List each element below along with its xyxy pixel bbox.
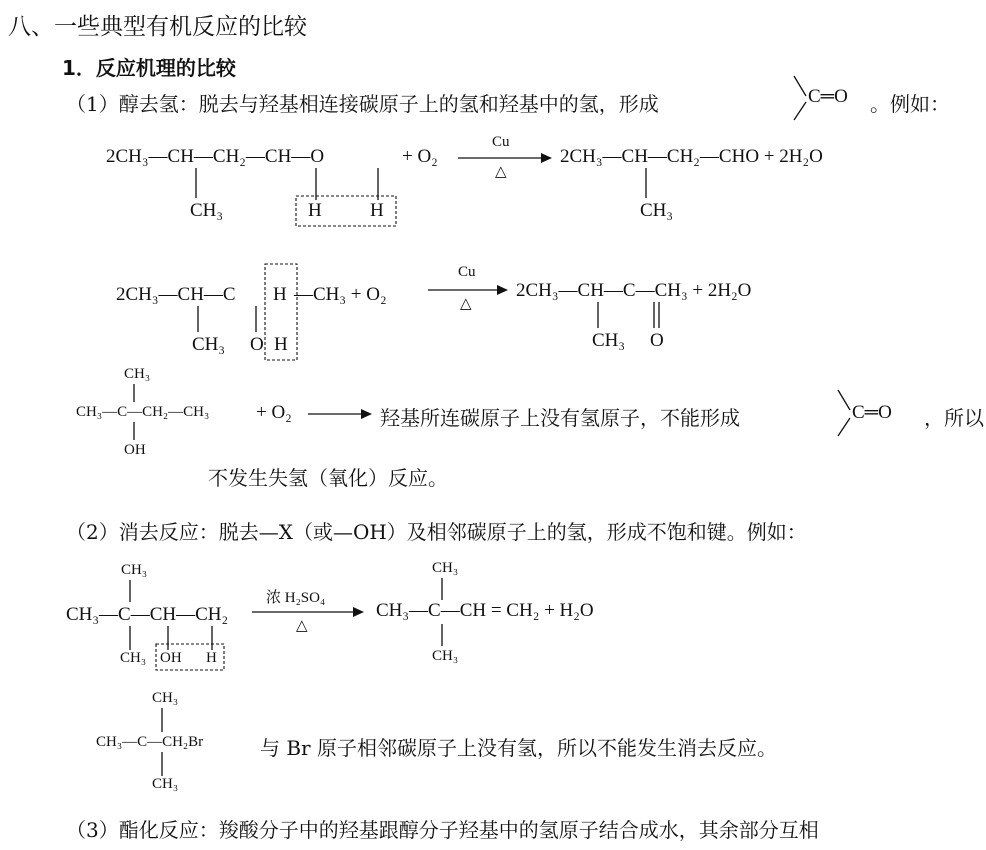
eq3-main: CH₃—C—CH₂—CH₃ [76,404,210,420]
p2-eq-box [156,644,224,670]
eq3-bottom: OH [124,442,146,458]
p2-intro: （2）消去反应：脱去—X（或—OH）及相邻碳原子上的氢，形成不饱和键。例如： [66,520,807,544]
eq2-reactant: 2CH₃—CH—C [116,284,236,305]
eq1-h2: H [370,200,384,221]
p2-eq2-bottom: CH₃ [152,776,179,792]
p1-carbonyl: C═O [808,86,848,107]
eq3-note-end: ，所以 [924,406,984,430]
eq3-note: 羟基所连碳原子上没有氢原子，不能形成 [380,406,740,430]
eq2-product-o: O [650,330,664,351]
p3-intro: （3）酯化反应：羧酸分子中的羟基跟醇分子羟基中的氢原子结合成水，其余部分互相 [66,818,819,842]
carbonyl-bond-down [794,102,806,120]
carbonyl-bond-up [794,76,806,96]
p1-intro: （1）醇去氢：脱去与羟基相连接碳原子上的氢和羟基中的氢，形成 [66,92,659,116]
eq1-arrowhead [541,153,552,163]
eq1-product: 2CH₃—CH—CH₂—CHO + 2H₂O [560,146,823,167]
eq3-carbonyl: C═O [852,402,892,423]
eq1-reactant: 2CH₃—CH—CH₂—CH—O [106,146,325,167]
eq3-top: CH₃ [124,366,151,382]
p2-eq-h: H [206,650,217,666]
p2-eq-cond-top: 浓 H₂SO₄ [266,590,326,606]
eq3-plus-o2: + O₂ [256,402,292,423]
p2-eq2-main: CH₃—C—CH₂Br [96,734,204,750]
p2-eq-arrowhead [353,607,364,617]
eq3-arrowhead [361,409,372,419]
eq2-arrowhead [497,285,508,295]
eq2-product-branch: CH₃ [592,330,626,351]
eq2-h-box-rect [265,264,297,360]
p2-eq2-top: CH₃ [152,690,179,706]
p2-eq-top: CH₃ [121,562,148,578]
eq2-h: H [274,334,288,355]
eq2-o: O [250,334,264,355]
p2-eq2-note: 与 Br 原子相邻碳原子上没有氢，所以不能发生消去反应。 [260,736,777,760]
eq1-h1: H [308,200,322,221]
eq2-tail: —CH₃ + O₂ [294,284,387,305]
section-title: 八、一些典型有机反应的比较 [8,14,307,40]
p2-eq-cond-bottom: △ [296,618,308,634]
eq2-cond-bottom: △ [460,296,472,312]
eq2-cond-top: Cu [458,264,476,280]
eq1-product-branch: CH₃ [640,200,674,221]
eq1-cond-bottom: △ [495,164,507,180]
p2-product-top: CH₃ [432,560,459,576]
eq3-carbonyl-bond-up [838,390,850,410]
eq1-branch: CH₃ [190,200,224,221]
p2-product: CH₃—C—CH = CH₂ + H₂O [376,600,594,621]
eq1-h-box [296,196,396,226]
eq3-note2: 不发生失氢（氧化）反应。 [208,466,448,490]
p2-eq-oh: OH [160,650,182,666]
p2-eq-bottom-ch3: CH₃ [120,650,147,666]
eq1-cond-top: Cu [492,134,510,150]
p1-after: 。例如： [870,92,950,116]
eq2-branch: CH₃ [192,334,226,355]
eq2-product: 2CH₃—CH—C—CH₃ + 2H₂O [516,280,752,301]
eq2-h-box: H [273,284,287,305]
section-subtitle: 1．反应机理的比较 [62,56,236,80]
p2-eq-main: CH₃—C—CH—CH₂ [66,604,229,625]
p2-product-bottom: CH₃ [432,648,459,664]
eq1-plus-o2: + O₂ [402,146,438,167]
eq3-carbonyl-bond-down [838,418,850,436]
